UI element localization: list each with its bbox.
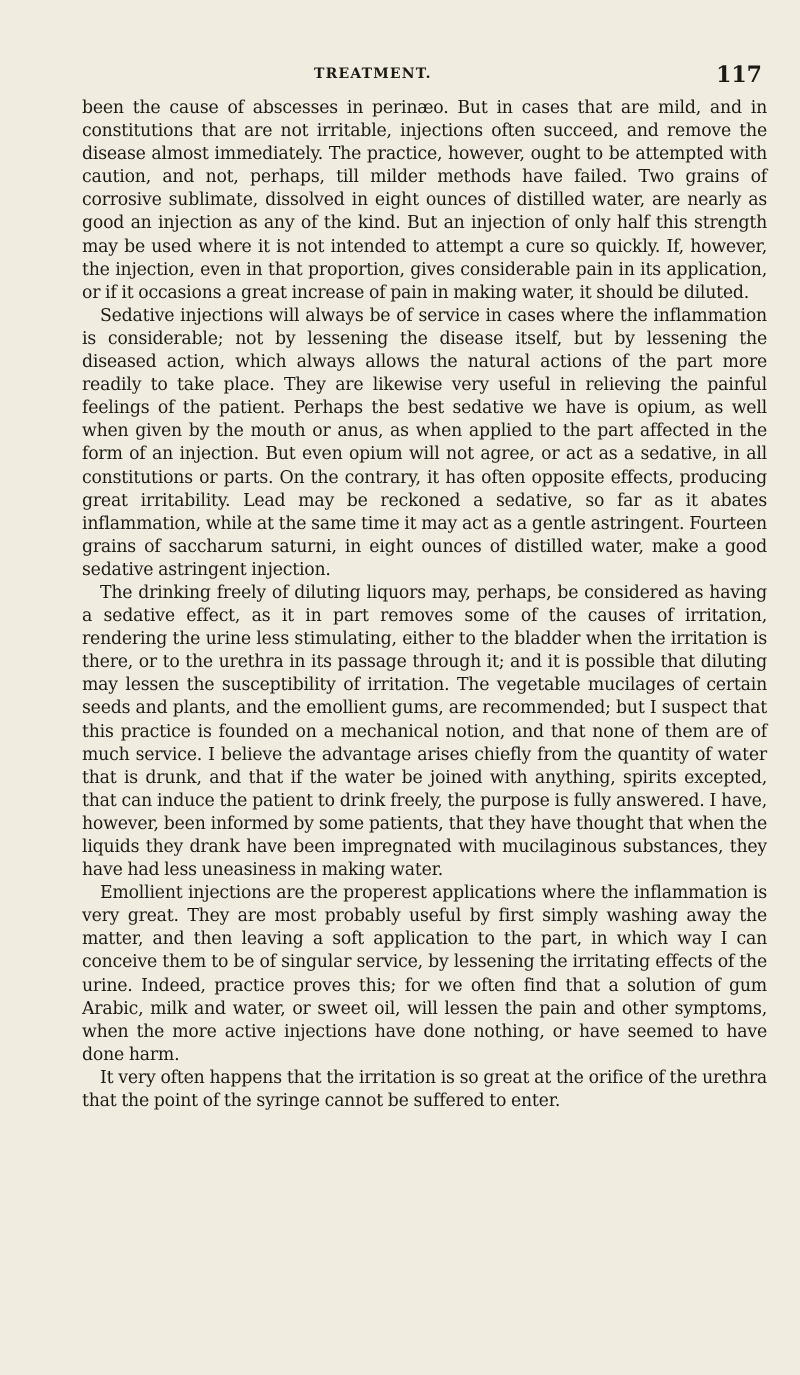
paragraph-emollient-injections: Emollient injections are the properest applications where the inflammation is very great. They are most probably useful by first simply washing away the matter, and then leaving a soft application to the part, in which way I can conceive them to be of singular service, by lessening the irritating effects of the urine. Indeed, practice proves this; for we often find that a solution of gum Arabic, milk and water, or sweet oil, will lessen the pain and other symptoms, when the more active injections have done nothing, or have seemed to have done harm.	[82, 883, 767, 1065]
body-text	[82, 97, 767, 1113]
running-head	[82, 62, 762, 92]
page-number: 117	[716, 62, 762, 88]
paragraph-irritation-orifice: It very often happens that the irritation is so great at the orifice of the urethra that the point of the syringe cannot be suffered to enter.	[82, 1067, 767, 1112]
running-title: TREATMENT.	[314, 66, 432, 82]
paragraph-diluting-liquors: The drinking freely of diluting liquors may, perhaps, be considered as having a sedative effect, as it in part removes some of the causes of irritation, rendering the urine less stimulating, either to the bladder when the irritation is there, or to the urethra in its passage through it; and it is possible that diluting may lessen the susceptibility of irritation. The vegetable mucilages of certain seeds and plants, and the emollient gums, are recommended; but I suspect that this practice is founded on a mechanical notion, and that none of them are of much service. I believe the advantage arises chiefly from the quantity of water that is drunk, and that if the water be joined with anything, spirits excepted, that can induce the patient to drink freely, the purpose is fully answered. I have, however, been informed by some patients, that they have thought that when the liquids they drank have been impregnated with mucilaginous substances, they have had less uneasiness in making water.	[82, 582, 767, 881]
paragraph-continuation: been the cause of abscesses in perinæo. But in cases that are mild, and in constitutions that are not irritable, injections often succeed, and remove the disease almost immediately. The practice, however, ought to be attempted with caution, and not, perhaps, till milder methods have failed. Two grains of corrosive sublimate, dissolved in eight ounces of distilled water, are nearly as good an injection as any of the kind. But an injection of only half this strength may be used where it is not intended to attempt a cure so quickly. If, however, the injection, even in that proportion, gives considerable pain in its application, or if it occasions a great increase of pain in making water, it should be diluted.	[82, 98, 767, 303]
paragraph-sedative-injections: Sedative injections will always be of service in cases where the inflammation is considerable; not by lessening the disease itself, but by lessening the diseased action, which always allows the natural actions of the part more readily to take place. They are likewise very useful in relieving the painful feelings of the patient. Perhaps the best sedative we have is opium, as well when given by the mouth or anus, as when applied to the part affected in the form of an injection. But even opium will not agree, or act as a sedative, in all constitutions or parts. On the contrary, it has often opposite effects, producing great irritability. Lead may be reckoned a sedative, so far as it abates inflammation, while at the same time it may act as a gentle astringent. Fourteen grains of saccharum saturni, in eight ounces of distilled water, make a good sedative astringent injection.	[82, 305, 767, 580]
